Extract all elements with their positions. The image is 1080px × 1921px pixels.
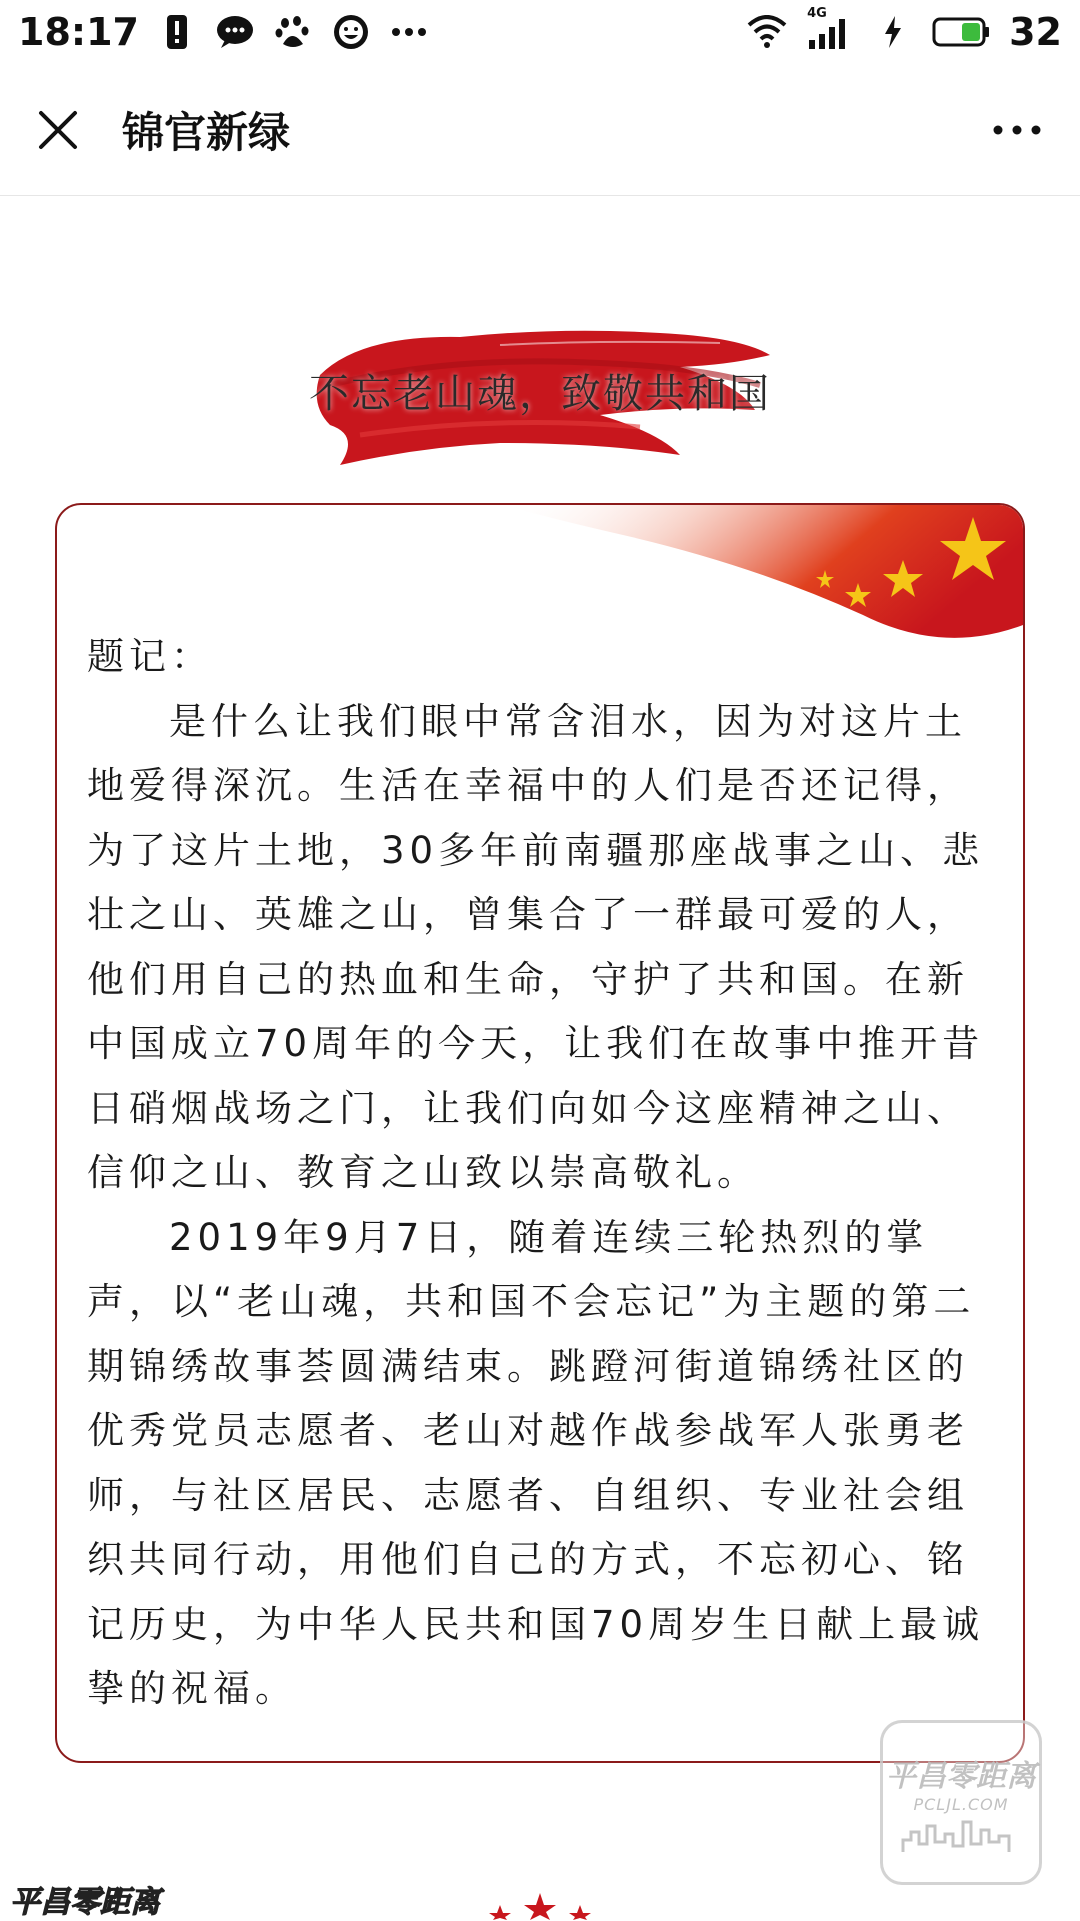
notification-icon bbox=[157, 12, 197, 52]
more-icon bbox=[992, 125, 1042, 135]
article-body bbox=[87, 625, 1002, 1722]
smiley-app-icon bbox=[331, 12, 371, 52]
status-bar-left bbox=[18, 10, 429, 54]
article-card bbox=[55, 503, 1025, 1763]
bottom-stars-decoration bbox=[480, 1885, 600, 1920]
battery-icon bbox=[931, 12, 991, 52]
network-type-label: 4G bbox=[807, 6, 827, 21]
watermark-domain: PCLJL.COM bbox=[913, 1795, 1009, 1814]
status-bar-right bbox=[747, 6, 1062, 54]
wifi-icon bbox=[747, 12, 787, 52]
watermark-title: 平昌零距离 bbox=[886, 1759, 1036, 1794]
watermark-logo bbox=[880, 1720, 1042, 1885]
article-heading: 题记： bbox=[87, 635, 213, 678]
watermark-bottom-text: 平昌零距离 bbox=[10, 1885, 160, 1920]
chat-icon bbox=[215, 12, 255, 52]
nav-bar bbox=[0, 64, 1080, 196]
close-button[interactable] bbox=[28, 100, 88, 160]
baidu-paw-icon bbox=[273, 12, 313, 52]
article-paragraph: 是什么让我们眼中常含泪水，因为对这片土地爱得深沉。生活在幸福中的人们是否还记得，为了这片土地，30多年前南疆那座战事之山、悲壮之山、英雄之山，曾集合了一群最可爱的人，他们用自己的热血和生命，守护了共和国。在新中国成立70周年的今天，让我们在故事中推开昔日硝烟战场之门，让我们向如今这座精神之山、信仰之山、教育之山致以崇高敬礼。 bbox=[87, 699, 985, 1194]
skyline-icon bbox=[901, 1814, 1021, 1854]
status-bar bbox=[0, 0, 1080, 64]
banner-title: 不忘老山魂，致敬共和国 bbox=[309, 371, 771, 417]
more-button[interactable] bbox=[982, 100, 1052, 160]
signal-icon bbox=[805, 6, 855, 52]
charging-icon bbox=[873, 12, 913, 52]
article-paragraph: 2019年9月7日，随着连续三轮热烈的掌声，以“老山魂，共和国不会忘记”为主题的第二期锦绣故事荟圆满结束。跳蹬河街道锦绣社区的优秀党员志愿者、老山对越作战参战军人张勇老师，与社区居民、志愿者、自组织、专业社会组织共同行动，用他们自己的方式，不忘初心、铭记历史，为中华人民共和国70周岁生日献上最诚挚的祝福。 bbox=[87, 1215, 985, 1710]
page-title: 锦官新绿 bbox=[122, 107, 291, 157]
close-icon bbox=[37, 109, 79, 151]
battery-level: 32 bbox=[1009, 10, 1062, 54]
status-time: 18:17 bbox=[18, 10, 139, 54]
more-dots-icon bbox=[389, 12, 429, 52]
